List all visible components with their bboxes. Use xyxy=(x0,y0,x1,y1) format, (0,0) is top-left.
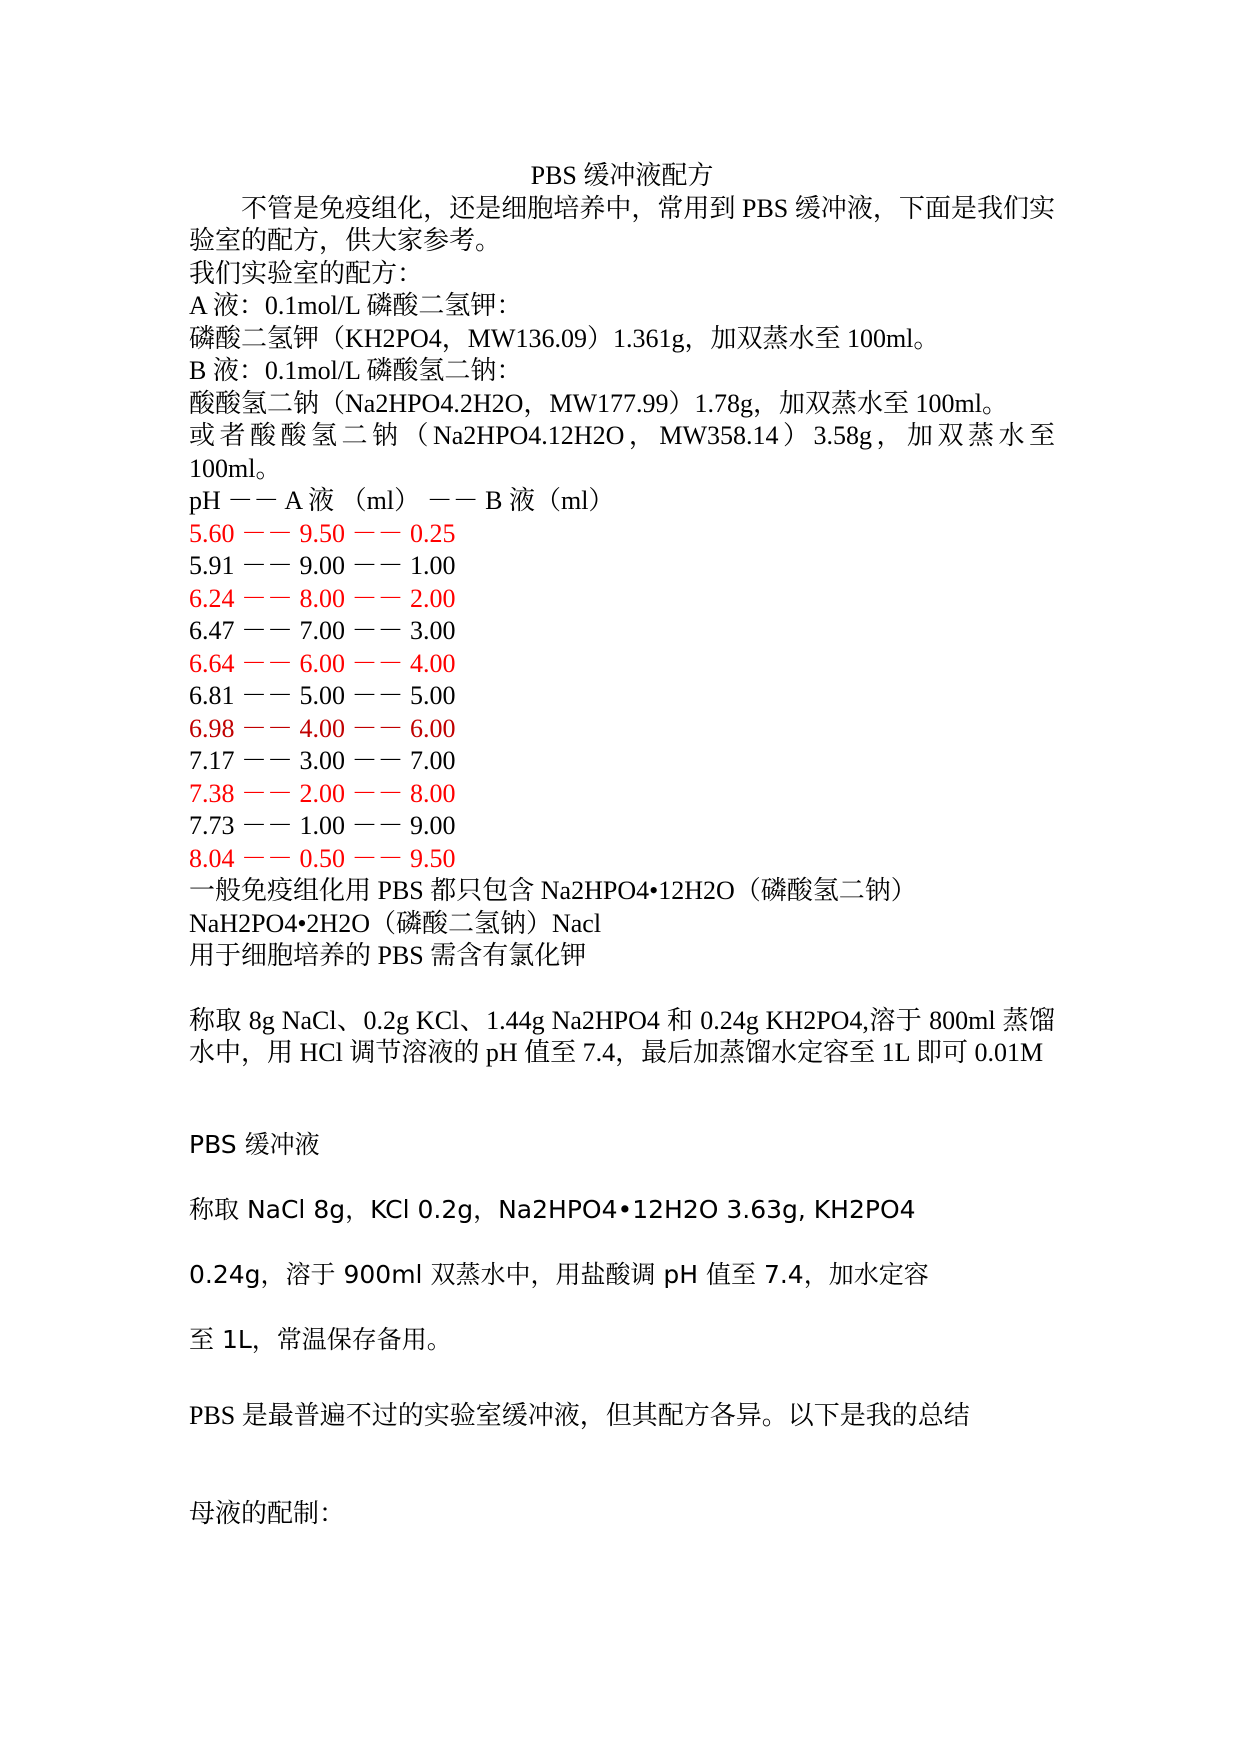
intro-paragraph: 不管是免疫组化，还是细胞培养中，常用到 PBS 缓冲液，下面是我们实验室的配方，供大家参考。 xyxy=(189,193,1055,255)
b-volume: 7.00 xyxy=(410,746,456,775)
section2-heading: PBS 缓冲液 xyxy=(189,1129,320,1159)
b-volume: 3.00 xyxy=(410,616,456,645)
section2-line-2: 0.24g，溶于 900ml 双蒸水中，用盐酸调 pH 值至 7.4，加水定容 xyxy=(189,1259,929,1289)
separator: －－ xyxy=(234,778,300,808)
solution-b-recipe-2: 或者酸酸氢二钠（Na2HPO4.12H2O，MW358.14）3.58g，加双蒸水至 100ml。 xyxy=(189,421,1062,483)
ph-table-row xyxy=(189,713,1055,746)
separator: －－ xyxy=(234,616,300,645)
b-volume: 8.00 xyxy=(410,778,456,808)
b-volume: 6.00 xyxy=(410,713,456,743)
a-volume: 1.00 xyxy=(299,811,346,840)
separator: －－ xyxy=(345,518,411,548)
b-volume: 9.00 xyxy=(410,811,456,840)
ph-value: 6.47 xyxy=(189,616,235,645)
separator: －－ xyxy=(345,648,411,678)
separator: －－ xyxy=(234,518,300,548)
a-volume: 2.00 xyxy=(299,778,346,808)
a-volume: 9.50 xyxy=(299,518,346,548)
ph-table-row xyxy=(189,615,1055,648)
a-volume: 9.00 xyxy=(299,551,346,580)
section-pbs-buffer xyxy=(189,1112,1055,1372)
separator: －－ xyxy=(345,811,411,840)
a-volume: 7.00 xyxy=(299,616,346,645)
ph-value: 6.64 xyxy=(189,648,235,678)
ph-value: 7.17 xyxy=(189,746,235,775)
ph-table-row xyxy=(189,648,1055,681)
b-volume: 2.00 xyxy=(410,583,456,613)
separator: －－ xyxy=(345,746,411,775)
ph-value: 6.98 xyxy=(189,713,235,743)
ph-value: 7.73 xyxy=(189,811,235,840)
section2-line-3: 至 1L，常温保存备用。 xyxy=(189,1324,452,1354)
ph-table-row xyxy=(189,583,1055,616)
separator: －－ xyxy=(234,713,300,743)
a-volume: 5.00 xyxy=(299,681,346,710)
a-volume: 0.50 xyxy=(299,843,346,873)
separator: －－ xyxy=(234,843,300,873)
lab-recipe-heading: 我们实验室的配方： xyxy=(189,258,424,288)
ph-table-row xyxy=(189,680,1055,713)
section2-line-1: 称取 NaCl 8g，KCl 0.2g，Na2HPO4•12H2O 3.63g, KH2PO4 xyxy=(189,1194,916,1224)
separator: －－ xyxy=(345,713,411,743)
a-volume: 6.00 xyxy=(299,648,346,678)
spacer xyxy=(189,1070,1055,1112)
solution-b-heading: B 液：0.1mol/L 磷酸氢二钠： xyxy=(189,356,523,385)
separator: －－ xyxy=(234,681,300,710)
ph-value: 5.91 xyxy=(189,551,235,580)
document-title: PBS 缓冲液配方 xyxy=(530,161,714,190)
a-volume: 4.00 xyxy=(299,713,346,743)
ph-value: 8.04 xyxy=(189,843,235,873)
ph-value: 5.60 xyxy=(189,518,235,548)
separator: －－ xyxy=(234,648,300,678)
ph-table-row xyxy=(189,778,1055,811)
ph-table-row xyxy=(189,518,1055,551)
ph-table-header: pH －－ A 液 （ml） －－ B 液（ml） xyxy=(189,486,615,515)
spacer xyxy=(189,1432,1055,1498)
summary-line: PBS 是最普遍不过的实验室缓冲液，但其配方各异。以下是我的总结 xyxy=(189,1400,970,1430)
solution-b-recipe-1: 酸酸氢二钠（Na2HPO4.2H2O，MW177.99）1.78g，加双蒸水至 100ml。 xyxy=(189,388,1008,418)
ph-table-row xyxy=(189,810,1055,843)
b-volume: 1.00 xyxy=(410,551,456,580)
separator: －－ xyxy=(345,583,411,613)
a-volume: 3.00 xyxy=(299,746,346,775)
ph-value: 6.81 xyxy=(189,681,235,710)
separator: －－ xyxy=(345,778,411,808)
recipe-0-01m: 称取 8g NaCl、0.2g KCl、1.44g Na2HPO4 和 0.24g KH2PO4,溶于 800ml 蒸馏水中，用 HCl 调节溶液的 pH 值至 7.4，最后加蒸馏水定容至 1L 即可 0.01M xyxy=(189,1005,1055,1067)
ihc-note-1: 一般免疫组化用 PBS 都只包含 Na2HPO4•12H2O（磷酸氢二钠） xyxy=(189,876,917,905)
blank-line xyxy=(189,973,1055,1005)
ph-table xyxy=(189,518,1055,876)
b-volume: 0.25 xyxy=(410,518,456,548)
separator: －－ xyxy=(345,551,411,580)
document-page xyxy=(189,160,1062,1531)
ph-value: 6.24 xyxy=(189,583,235,613)
spacer xyxy=(189,1372,1055,1400)
separator: －－ xyxy=(234,583,300,613)
a-volume: 8.00 xyxy=(299,583,346,613)
cell-culture-note: 用于细胞培养的 PBS 需含有氯化钾 xyxy=(189,941,587,970)
solution-a-recipe: 磷酸二氢钾（KH2PO4，MW136.09）1.361g，加双蒸水至 100ml。 xyxy=(189,323,940,353)
ph-table-row xyxy=(189,550,1055,583)
b-volume: 4.00 xyxy=(410,648,456,678)
solution-a-heading: A 液：0.1mol/L 磷酸二氢钾： xyxy=(189,291,523,320)
b-volume: 5.00 xyxy=(410,681,456,710)
separator: －－ xyxy=(345,843,411,873)
separator: －－ xyxy=(234,551,300,580)
separator: －－ xyxy=(234,746,300,775)
separator: －－ xyxy=(234,811,300,840)
stock-solution-heading: 母液的配制： xyxy=(189,1499,346,1528)
ph-value: 7.38 xyxy=(189,778,235,808)
ph-table-row xyxy=(189,745,1055,778)
ph-table-row xyxy=(189,843,1055,876)
b-volume: 9.50 xyxy=(410,843,456,873)
ihc-note-2: NaH2PO4•2H2O（磷酸二氢钠）Nacl xyxy=(189,908,602,938)
separator: －－ xyxy=(345,681,411,710)
separator: －－ xyxy=(345,616,411,645)
